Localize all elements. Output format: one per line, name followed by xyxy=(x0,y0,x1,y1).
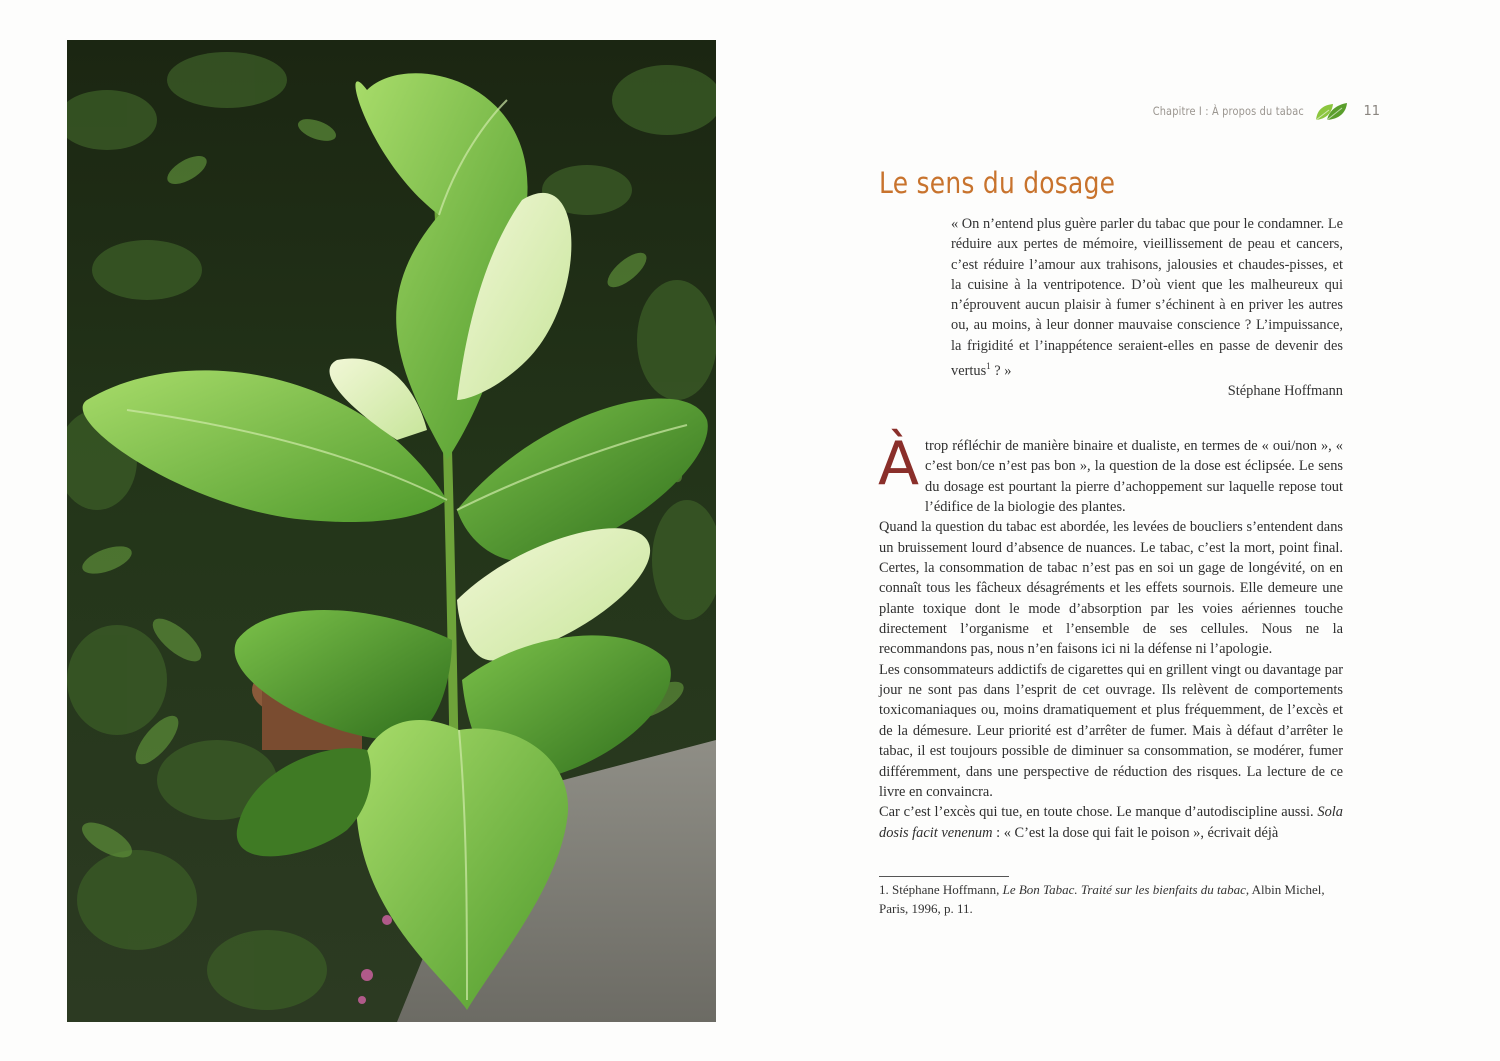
chapter-label: Chapitre I : À propos du tabac xyxy=(1152,104,1304,118)
paragraph-1-text: trop réfléchir de manière binaire et dualiste, en termes de « oui/non », « c’est bon/ce n’est pas bon », la question de la dose est éclipsée. Le sens du dosage est pourtant la pierre d’achoppement sur laquelle repose tout l’édifice de la biologie des plantes. xyxy=(925,438,1343,516)
epigraph-quote xyxy=(951,214,1343,381)
body-text xyxy=(878,429,1343,843)
paragraph-1 xyxy=(878,429,1343,517)
section-title: Le sens du dosage xyxy=(879,166,1116,200)
footnote-divider xyxy=(879,876,1009,877)
footnote xyxy=(879,880,1343,918)
epigraph-end: ? » xyxy=(990,362,1012,379)
tobacco-plant-illustration xyxy=(67,40,716,1022)
footnote-book-title: Le Bon Tabac. Traité sur les bienfaits du tabac xyxy=(1002,882,1246,897)
paragraph-4-end: : « C’est la dose qui fait le poison », écrivait déjà xyxy=(992,824,1279,841)
epigraph xyxy=(951,214,1343,401)
epigraph-text: « On n’entend plus guère parler du tabac que pour le condamner. Le réduire aux pertes de mémoire, vieillissement de peau et cancers, c’est réduire l’amour aux trahisons, jalousies et chaudes-pisses, et la cuisine à la ventripotence. D’où vient que les malheureux qui n’éprouvent aucun plaisir à fumer s’échinent à en priver les autres ou, au moins, à leur donner mauvaise conscience ? L’impuissance, la frigidité et l’inappétence seraient-elles en passe de devenir des vertus xyxy=(951,216,1343,379)
epigraph-author: Stéphane Hoffmann xyxy=(1227,383,1343,400)
leaves-icon xyxy=(1313,98,1349,124)
footnote-number: 1. xyxy=(879,882,889,897)
running-head xyxy=(1100,100,1380,122)
latin-quote: Sola dosis facit venenum xyxy=(879,804,1343,841)
footnote-reference[interactable]: 1 xyxy=(986,361,991,372)
page-number: 11 xyxy=(1363,103,1380,119)
paragraph-4 xyxy=(879,802,1343,843)
footnote-publisher: , Albin Michel, Paris, 1996, p. 11. xyxy=(879,882,1325,916)
paragraph-2: Quand la question du tabac est abordée, les levées de boucliers s’entendent dans un bruissement lourd d’absence de nuances. Le tabac, c’est la mort, point final. Certes, la consommation de tabac n’est pas en soi un gage de longévité, on en connaît tous les fâcheux désagréments et les effets sournois. Elle demeure une plante toxique dont le mode d’absorption par les voies aériennes touche directement l’organisme et l’ensemble de ses cellules. Nous ne la recommandons pas, nous n’en faisons ici ni la défense ni l’apologie. xyxy=(879,519,1343,658)
paragraph-3: Les consommateurs addictifs de cigarettes qui en grillent vingt ou davantage par jour ne sont pas dans l’esprit de cet ouvrage. Ils relèvent de comportements toxicomaniaques ou, moins dramatiquement et plus fréquemment, de l’excès et de la démesure. Leur priorité est d’arrêter de fumer. Mais à défaut d’arrêter le tabac, il est toujours possible de diminuer sa consommation, se modérer, fumer différemment, dans une perspective de réduction des risques. La lecture de ce livre en convaincra. xyxy=(879,661,1343,800)
footnote-author: Stéphane Hoffmann, xyxy=(888,882,1003,897)
drop-cap: À xyxy=(878,429,920,499)
paragraph-4-start: Car c’est l’excès qui tue, en toute chose. Le manque d’autodiscipline aussi. xyxy=(879,804,1318,821)
tobacco-plant-photo xyxy=(67,40,716,1022)
